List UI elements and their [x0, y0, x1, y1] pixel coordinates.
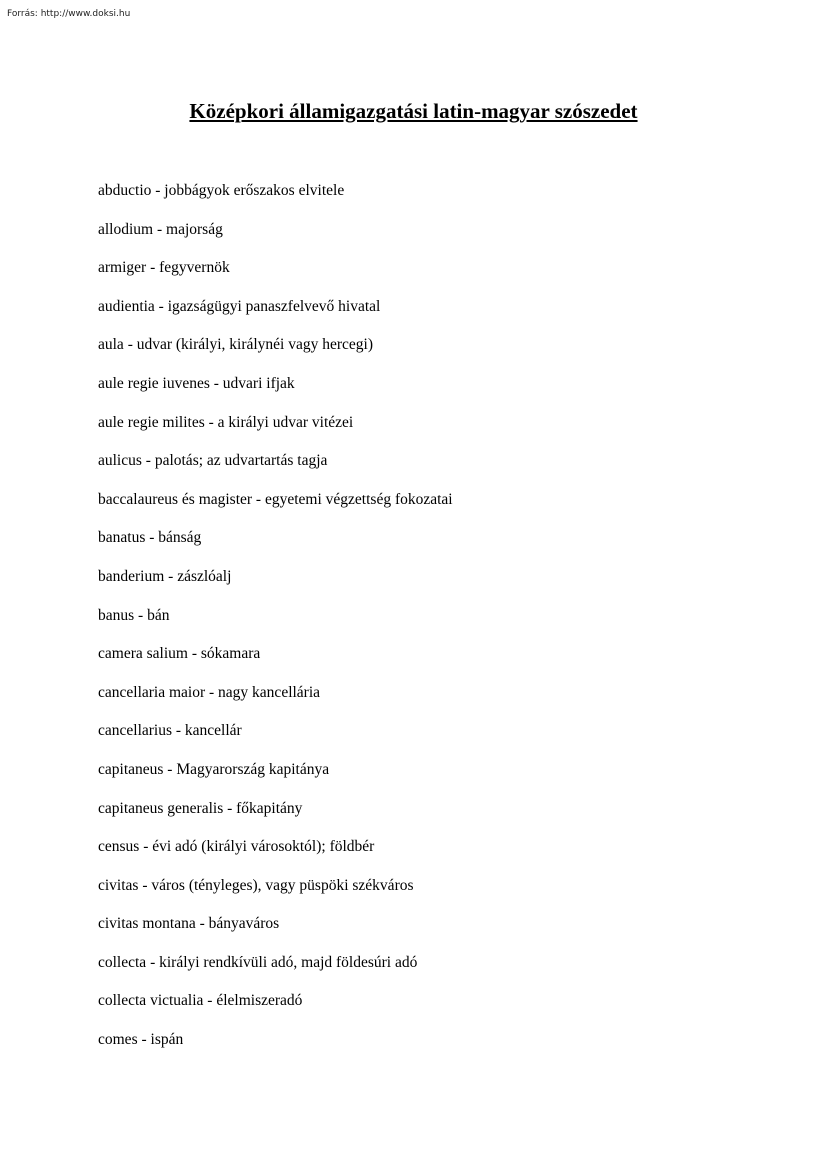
glossary-entry: comes - ispán [98, 1031, 184, 1049]
glossary-entry: audientia - igazságügyi panaszfelvevő hivatal [98, 297, 381, 315]
glossary-entry: abductio - jobbágyok erőszakos elvitele [98, 182, 345, 199]
glossary-entry: banatus - bánság [98, 529, 202, 547]
glossary-entry: cancellaria maior - nagy kancellária [98, 683, 321, 701]
glossary-entry: civitas - város (tényleges), vagy püspöki székváros [98, 876, 414, 894]
glossary-entry: aula - udvar (királyi, királynéi vagy hercegi) [98, 336, 374, 354]
glossary-entry: aule regie milites - a királyi udvar vitézei [98, 413, 354, 431]
glossary-entry: aulicus - palotás; az udvartartás tagja [98, 452, 328, 470]
glossary-entry: allodium - majorság [98, 220, 223, 238]
glossary-entry: cancellarius - kancellár [98, 722, 242, 740]
glossary-entry: banderium - zászlóalj [98, 567, 232, 585]
glossary-entry: camera salium - sókamara [98, 645, 261, 663]
source-note: Forrás: http://www.doksi.hu [7, 9, 131, 19]
glossary-entry: baccalaureus és magister - egyetemi végzettség fokozatai [98, 490, 453, 508]
page-title: Középkori államigazgatási latin-magyar szószedet [189, 99, 638, 123]
glossary-entry: census - évi adó (királyi városoktól); földbér [98, 838, 375, 856]
glossary-entry: armiger - fegyvernök [98, 259, 230, 277]
glossary-list [98, 181, 453, 1069]
glossary-entry: collecta - királyi rendkívüli adó, majd földesúri adó [98, 953, 418, 971]
glossary-entry: civitas montana - bányaváros [98, 915, 280, 933]
glossary-entry: banus - bán [98, 606, 170, 624]
glossary-entry: capitaneus - Magyarország kapitánya [98, 760, 330, 778]
glossary-entry: aule regie iuvenes - udvari ifjak [98, 374, 295, 392]
glossary-entry: capitaneus generalis - főkapitány [98, 799, 303, 817]
glossary-entry: collecta victualia - élelmiszeradó [98, 992, 303, 1010]
